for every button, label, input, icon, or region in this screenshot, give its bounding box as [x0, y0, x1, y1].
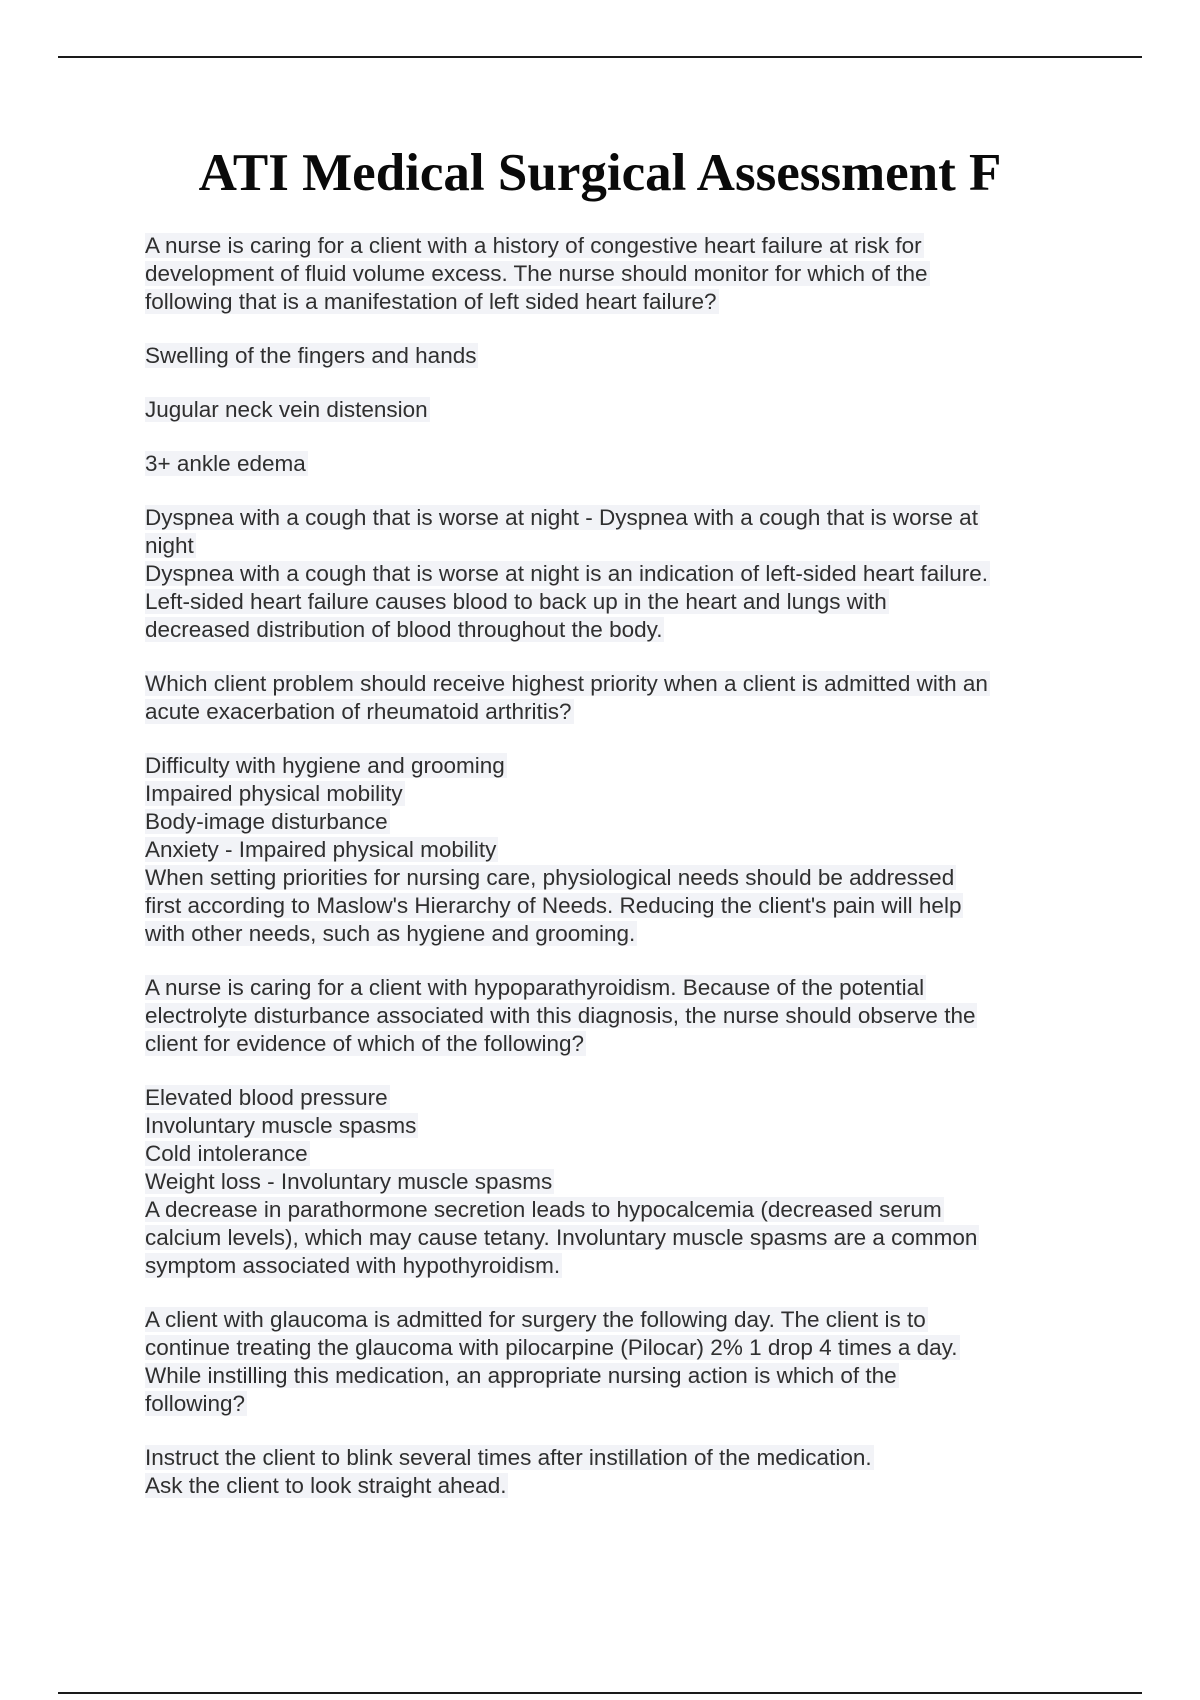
- text-block: [145, 504, 1070, 644]
- text-line-content: When setting priorities for nursing care, physiological needs should be addressed: [145, 865, 955, 890]
- text-line-content: Dyspnea with a cough that is worse at night is an indication of left-sided heart failure.: [145, 561, 988, 586]
- text-block: [145, 752, 1070, 948]
- text-line-content: acute exacerbation of rheumatoid arthritis?: [145, 699, 572, 724]
- text-line: [145, 504, 1070, 532]
- text-line-content: following that is a manifestation of left sided heart failure?: [145, 289, 717, 314]
- text-block: [145, 974, 1070, 1058]
- text-line-content: electrolyte disturbance associated with this diagnosis, the nurse should observe the: [145, 1003, 976, 1028]
- top-rule: [58, 56, 1142, 58]
- text-line: [145, 808, 1070, 836]
- text-block: [145, 1444, 1070, 1500]
- text-line-content: A client with glaucoma is admitted for surgery the following day. The client is to: [145, 1307, 926, 1332]
- text-line-content: Left-sided heart failure causes blood to back up in the heart and lungs with: [145, 589, 887, 614]
- text-line-content: Which client problem should receive highest priority when a client is admitted with an: [145, 671, 988, 696]
- text-line-content: Cold intolerance: [145, 1141, 308, 1166]
- text-line: [145, 920, 1070, 948]
- text-line: [145, 1306, 1070, 1334]
- text-line-content: 3+ ankle edema: [145, 451, 306, 476]
- text-line-content: development of fluid volume excess. The nurse should monitor for which of the: [145, 261, 928, 286]
- text-line-content: Body-image disturbance: [145, 809, 388, 834]
- text-block: [145, 232, 1070, 316]
- text-block: [145, 450, 1070, 478]
- text-line-content: following?: [145, 1391, 246, 1416]
- text-line: [145, 1196, 1070, 1224]
- text-line: [145, 864, 1070, 892]
- text-line: [145, 698, 1070, 726]
- text-line-content: Instruct the client to blink several times after instillation of the medication.: [145, 1445, 872, 1470]
- text-line-content: first according to Maslow's Hierarchy of Needs. Reducing the client's pain will help: [145, 893, 962, 918]
- text-line: [145, 616, 1070, 644]
- text-line: [145, 1444, 1070, 1472]
- text-line: [145, 1224, 1070, 1252]
- text-line-content: calcium levels), which may cause tetany. Involuntary muscle spasms are a common: [145, 1225, 978, 1250]
- text-line: [145, 1084, 1070, 1112]
- text-line: [145, 1030, 1070, 1058]
- text-line: [145, 260, 1070, 288]
- text-line-content: symptom associated with hypothyroidism.: [145, 1253, 561, 1278]
- text-line: [145, 974, 1070, 1002]
- text-line-content: Jugular neck vein distension: [145, 397, 428, 422]
- text-line: [145, 1390, 1070, 1418]
- document-body: [145, 232, 1070, 1526]
- text-line: [145, 752, 1070, 780]
- text-line: [145, 396, 1070, 424]
- text-line-content: A decrease in parathormone secretion leads to hypocalcemia (decreased serum: [145, 1197, 942, 1222]
- text-line: [145, 836, 1070, 864]
- text-line: [145, 670, 1070, 698]
- text-line-content: Weight loss - Involuntary muscle spasms: [145, 1169, 553, 1194]
- text-line-content: Elevated blood pressure: [145, 1085, 388, 1110]
- text-line-content: While instilling this medication, an appropriate nursing action is which of the: [145, 1363, 897, 1388]
- text-line-content: Swelling of the fingers and hands: [145, 343, 477, 368]
- text-block: [145, 670, 1070, 726]
- text-line: [145, 780, 1070, 808]
- page-title: ATI Medical Surgical Assessment F: [198, 144, 1002, 202]
- text-line-content: Anxiety - Impaired physical mobility: [145, 837, 497, 862]
- text-line-content: client for evidence of which of the following?: [145, 1031, 585, 1056]
- text-line-content: continue treating the glaucoma with pilocarpine (Pilocar) 2% 1 drop 4 times a day.: [145, 1335, 958, 1360]
- text-line-content: Impaired physical mobility: [145, 781, 403, 806]
- text-line: [145, 1140, 1070, 1168]
- text-line: [145, 1002, 1070, 1030]
- text-line: [145, 1472, 1070, 1500]
- text-line-content: A nurse is caring for a client with a history of congestive heart failure at risk for: [145, 233, 922, 258]
- text-line-content: Involuntary muscle spasms: [145, 1113, 417, 1138]
- text-line: [145, 1112, 1070, 1140]
- text-line: [145, 1362, 1070, 1390]
- text-line: [145, 892, 1070, 920]
- text-line-content: Ask the client to look straight ahead.: [145, 1473, 507, 1498]
- text-line-content: with other needs, such as hygiene and grooming.: [145, 921, 636, 946]
- text-line: [145, 588, 1070, 616]
- text-block: [145, 396, 1070, 424]
- text-line-content: night: [145, 533, 194, 558]
- text-line: [145, 450, 1070, 478]
- text-line-content: Dyspnea with a cough that is worse at night - Dyspnea with a cough that is worse at: [145, 505, 978, 530]
- text-line: [145, 1252, 1070, 1280]
- text-line: [145, 288, 1070, 316]
- text-line: [145, 342, 1070, 370]
- text-line: [145, 1334, 1070, 1362]
- bottom-rule: [58, 1692, 1142, 1694]
- text-line-content: Difficulty with hygiene and grooming: [145, 753, 505, 778]
- text-block: [145, 1306, 1070, 1418]
- text-line-content: decreased distribution of blood throughout the body.: [145, 617, 663, 642]
- text-line: [145, 532, 1070, 560]
- text-line: [145, 232, 1070, 260]
- text-block: [145, 1084, 1070, 1280]
- text-block: [145, 342, 1070, 370]
- text-line: [145, 560, 1070, 588]
- text-line: [145, 1168, 1070, 1196]
- text-line-content: A nurse is caring for a client with hypoparathyroidism. Because of the potential: [145, 975, 925, 1000]
